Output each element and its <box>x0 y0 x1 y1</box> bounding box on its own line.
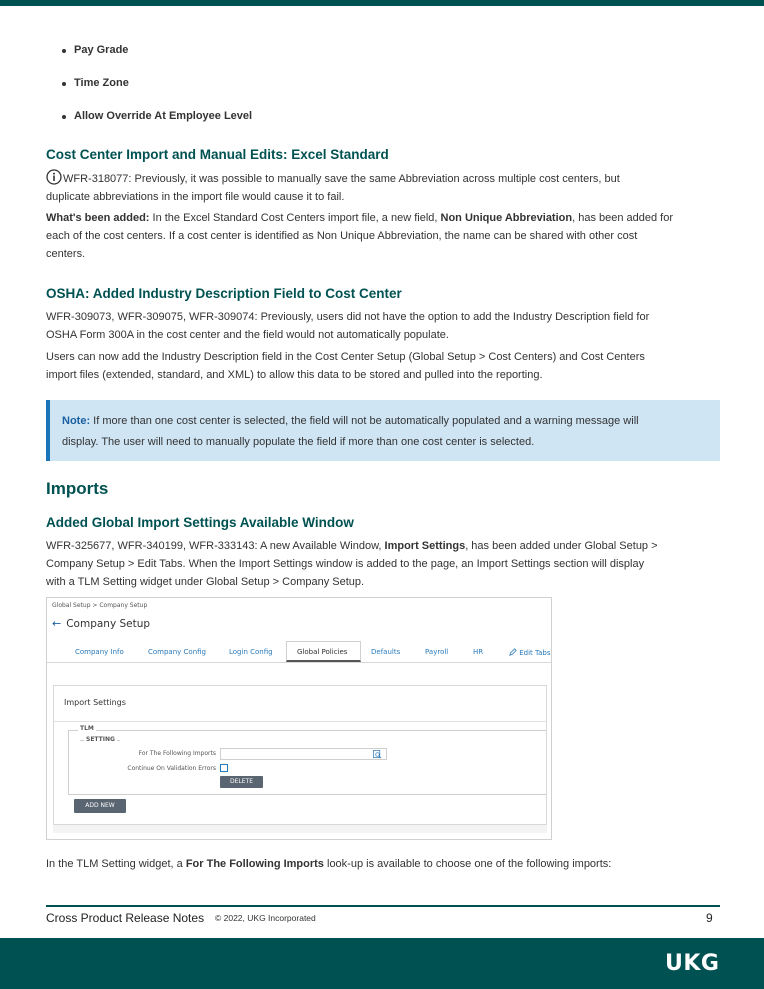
imports-heading: Imports <box>46 479 109 498</box>
text-line: with a TLM Setting widget under Global Setup > Company Setup. <box>46 576 365 588</box>
attribute-bullet-list <box>60 44 252 143</box>
text-span: WFR-325677, WFR-340199, WFR-333143: A new Available Window, <box>46 540 385 552</box>
text-span: , has been added for <box>572 212 674 224</box>
add-new-button[interactable]: ADD NEW <box>74 799 126 813</box>
field-label-continue: Continue On Validation Errors <box>127 765 216 772</box>
text-span: If more than one cost center is selected, the field will not be automatically populated and a warning message will <box>90 415 639 427</box>
tab-company-info[interactable]: Company Info <box>75 648 124 656</box>
setting-label: SETTING <box>86 736 115 743</box>
imports-paragraph-1 <box>46 537 726 591</box>
panel-title: Import Settings <box>64 698 126 707</box>
footer-copyright: © 2022, UKG Incorporated <box>215 913 316 923</box>
cost-center-paragraph-1 <box>46 169 726 206</box>
tab-hr[interactable]: HR <box>473 648 484 656</box>
tab-global-policies[interactable]: Global Policies <box>297 648 348 656</box>
text-line: each of the cost centers. If a cost center is identified as Non Unique Abbreviation, the name can be shared with other cost <box>46 230 638 242</box>
footer-divider <box>46 905 720 907</box>
text-span: , has been added under Global Setup > <box>465 540 658 552</box>
field-label-imports: For The Following Imports <box>138 750 216 757</box>
company-setup-screenshot <box>46 597 552 840</box>
osha-heading: OSHA: Added Industry Description Field to Cost Center <box>46 286 402 301</box>
page-title-text: Company Setup <box>66 618 151 630</box>
edit-tabs-link[interactable] <box>509 648 551 657</box>
back-arrow-icon[interactable]: ← <box>52 617 62 630</box>
lookup-icon[interactable] <box>373 750 382 759</box>
panel-bottom-band <box>53 825 547 833</box>
global-import-settings-heading: Added Global Import Settings Available Window <box>46 515 354 530</box>
page-title <box>52 617 150 630</box>
continue-on-errors-checkbox[interactable] <box>220 764 228 772</box>
tlm-group <box>68 730 546 795</box>
text-line: WFR-318077: Previously, it was possible to manually save the same Abbreviation across multiple cost centers, but <box>63 173 620 185</box>
top-brand-bar <box>0 0 764 6</box>
note-callout <box>46 400 720 461</box>
bold-window-name: Import Settings <box>384 540 466 552</box>
osha-paragraph-2 <box>46 348 726 384</box>
text-line: Company Setup > Edit Tabs. When the Import Settings window is added to the page, an Import Settings section will display <box>46 558 645 570</box>
list-item: Pay Grade <box>60 44 252 77</box>
info-icon <box>46 169 62 185</box>
footer-title: Cross Product Release Notes <box>46 911 205 925</box>
text-span: In the TLM Setting widget, a <box>46 858 186 870</box>
import-settings-panel <box>53 685 547 825</box>
footer-brand-band <box>0 938 764 989</box>
text-line: display. The user will need to manually populate the field if more than one cost center is selected. <box>62 436 535 448</box>
imports-lookup-input[interactable] <box>220 748 387 760</box>
bold-label: What's been added: <box>46 212 150 224</box>
text-span: look-up is available to choose one of the following imports: <box>323 858 612 870</box>
list-item: Time Zone <box>60 77 252 110</box>
page-number: 9 <box>706 911 713 925</box>
text-span: In the Excel Standard Cost Centers import file, a new field, <box>149 212 441 224</box>
text-line: Users can now add the Industry Description field in the Cost Center Setup (Global Setup > Cost Centers) and Cost Centers <box>46 351 645 363</box>
text-line: OSHA Form 300A in the cost center and the field would not automatically populate. <box>46 329 449 341</box>
ukg-logo: UKG <box>665 951 720 976</box>
breadcrumb: Global Setup > Company Setup <box>52 602 148 609</box>
cost-center-import-heading: Cost Center Import and Manual Edits: Excel Standard <box>46 147 389 162</box>
imports-paragraph-2 <box>46 855 726 873</box>
tab-divider <box>47 662 551 663</box>
tab-company-config[interactable]: Company Config <box>148 648 206 656</box>
text-line: centers. <box>46 248 86 260</box>
list-item: Allow Override At Employee Level <box>60 110 252 143</box>
tab-login-config[interactable]: Login Config <box>229 648 273 656</box>
cost-center-paragraph-2 <box>46 209 726 263</box>
pencil-icon <box>509 648 517 656</box>
bold-lookup-name: For The Following Imports <box>185 858 324 870</box>
note-label: Note: <box>62 415 91 427</box>
text-line: import files (extended, standard, and XML) to allow this data to be stored and pulled into the reporting. <box>46 369 543 381</box>
text-line: duplicate abbreviations in the import file would cause it to fail. <box>46 191 345 203</box>
delete-button[interactable]: DELETE <box>220 776 263 788</box>
tab-defaults[interactable]: Defaults <box>371 648 401 656</box>
tab-payroll[interactable]: Payroll <box>425 648 449 656</box>
tlm-group-label: TLM <box>80 725 94 732</box>
panel-divider <box>54 721 546 722</box>
osha-paragraph-1 <box>46 308 726 344</box>
bold-field-name: Non Unique Abbreviation <box>440 212 573 224</box>
edit-tabs-label: Edit Tabs <box>519 649 551 657</box>
text-line: WFR-309073, WFR-309075, WFR-309074: Previously, users did not have the option to add the Industry Description field for <box>46 311 650 323</box>
